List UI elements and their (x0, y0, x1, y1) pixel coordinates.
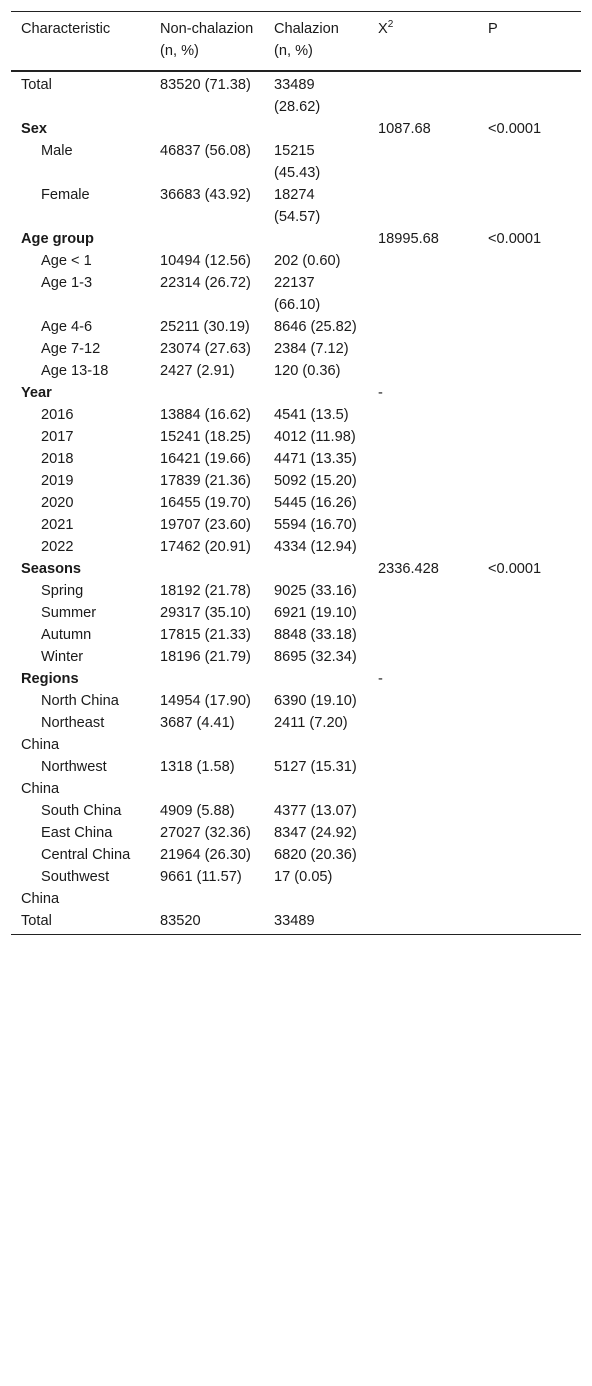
chi-superscript: 2 (387, 19, 394, 31)
characteristics-table (11, 11, 581, 935)
non-chalazion-cell (150, 382, 264, 404)
chalazion-cell: 202 (0.60) (274, 253, 341, 269)
table-row (11, 426, 581, 448)
row-label: Age 13-18 (41, 363, 109, 379)
chi-square-cell (368, 580, 478, 602)
chalazion-cell: 4377 (13.07) (274, 803, 357, 819)
group-header-row (11, 118, 581, 140)
chi-square-cell (368, 140, 478, 184)
non-chalazion-cell: 9661 (11.57) (160, 869, 242, 885)
p-value-cell (478, 404, 581, 426)
table-row (11, 250, 581, 272)
row-label: Male (41, 143, 73, 159)
row-label: 2022 (41, 539, 74, 555)
table-row (11, 272, 581, 316)
chalazion-cell: 5092 (15.20) (274, 473, 357, 489)
table-row (11, 404, 581, 426)
non-chalazion-cell: 15241 (18.25) (160, 429, 251, 445)
non-chalazion-cell (150, 558, 264, 580)
row-label: Spring (41, 583, 84, 599)
chi-square-cell (368, 338, 478, 360)
chalazion-cell: 8646 (25.82) (274, 319, 357, 335)
header-chalazion: Chalazion (n, %) (274, 21, 339, 59)
chalazion-cell: 120 (0.36) (274, 363, 341, 379)
chi-square-cell (368, 426, 478, 448)
p-value-cell (478, 360, 581, 382)
chalazion-cell: 33489 (274, 913, 315, 929)
table-row (11, 624, 581, 646)
chalazion-cell: 4334 (12.94) (274, 539, 357, 555)
non-chalazion-cell: 17462 (20.91) (160, 539, 251, 555)
chi-square-cell (368, 800, 478, 822)
p-value-cell (478, 272, 581, 316)
table-row (11, 580, 581, 602)
group-header-row (11, 558, 581, 580)
chi-square-cell (368, 316, 478, 338)
chi-square-cell (368, 71, 478, 118)
characteristics-table-container (11, 11, 581, 935)
non-chalazion-cell: 1318 (1.58) (160, 759, 235, 775)
p-value-cell (478, 712, 581, 756)
chi-square-cell: 2336.428 (378, 561, 439, 577)
table-row (11, 514, 581, 536)
table-row (11, 184, 581, 228)
chalazion-cell (264, 558, 368, 580)
non-chalazion-cell: 36683 (43.92) (160, 187, 251, 203)
header-non-chalazion: Non-chalazion (n, %) (160, 21, 254, 59)
p-value-cell (478, 624, 581, 646)
table-row (11, 338, 581, 360)
chalazion-cell: 2411 (7.20) (274, 715, 348, 731)
chi-base: X (378, 21, 388, 37)
row-label: 2016 (41, 407, 74, 423)
chalazion-cell: 6921 (19.10) (274, 605, 357, 621)
p-value-cell: <0.0001 (488, 231, 542, 247)
chalazion-cell: 8695 (32.34) (274, 649, 357, 665)
chalazion-cell: 5127 (15.31) (274, 759, 357, 775)
chalazion-cell (264, 118, 368, 140)
row-label: North China (41, 693, 119, 709)
non-chalazion-cell: 17815 (21.33) (160, 627, 251, 643)
table-row (11, 536, 581, 558)
non-chalazion-cell: 46837 (56.08) (160, 143, 251, 159)
chi-square-cell (368, 272, 478, 316)
p-value-cell (478, 338, 581, 360)
non-chalazion-cell: 27027 (32.36) (160, 825, 251, 841)
chalazion-cell: 2384 (7.12) (274, 341, 349, 357)
row-label: 2018 (41, 451, 74, 467)
table-row (11, 470, 581, 492)
chalazion-cell: 15215 (45.43) (274, 143, 321, 181)
table-row (11, 448, 581, 470)
row-label: Age < 1 (41, 253, 92, 269)
p-value-cell (478, 866, 581, 910)
row-label: Female (41, 187, 90, 203)
row-label: Total (21, 913, 52, 929)
table-header (11, 12, 581, 72)
chalazion-cell: 4471 (13.35) (274, 451, 357, 467)
row-label: Southwest China (21, 869, 110, 907)
non-chalazion-cell: 23074 (27.63) (160, 341, 251, 357)
p-value-cell (478, 646, 581, 668)
non-chalazion-cell: 83520 (160, 913, 201, 929)
non-chalazion-cell (150, 228, 264, 250)
p-value-cell (478, 822, 581, 844)
group-header-row (11, 228, 581, 250)
table-row (11, 140, 581, 184)
non-chalazion-cell: 14954 (17.90) (160, 693, 251, 709)
table-row (11, 822, 581, 844)
non-chalazion-cell: 16455 (19.70) (160, 495, 251, 511)
chi-square-cell (368, 690, 478, 712)
p-value-cell (478, 470, 581, 492)
chi-square-cell (368, 360, 478, 382)
chi-square-cell (368, 756, 478, 800)
table-row (11, 910, 581, 935)
chalazion-cell: 6820 (20.36) (274, 847, 357, 863)
non-chalazion-cell: 17839 (21.36) (160, 473, 251, 489)
non-chalazion-cell: 3687 (4.41) (160, 715, 235, 731)
chalazion-cell (264, 228, 368, 250)
table-row (11, 602, 581, 624)
chi-square-cell (368, 514, 478, 536)
p-value-cell (478, 602, 581, 624)
p-value-cell (478, 140, 581, 184)
chi-square-cell (368, 536, 478, 558)
chalazion-cell: 9025 (33.16) (274, 583, 357, 599)
p-value-cell (478, 536, 581, 558)
p-value-cell (478, 756, 581, 800)
chi-square-cell: 18995.68 (378, 231, 439, 247)
chi-square-cell (368, 866, 478, 910)
p-value-cell (478, 426, 581, 448)
row-label: Autumn (41, 627, 92, 643)
non-chalazion-cell: 29317 (35.10) (160, 605, 251, 621)
row-label: Central China (41, 847, 131, 863)
header-chi-square (368, 12, 478, 72)
table-body (11, 71, 581, 935)
table-row (11, 712, 581, 756)
row-label: Regions (21, 671, 79, 687)
table-row (11, 756, 581, 800)
non-chalazion-cell: 21964 (26.30) (160, 847, 251, 863)
row-label: Northeast China (21, 715, 105, 753)
chi-square-cell: - (378, 385, 383, 401)
non-chalazion-cell: 18196 (21.79) (160, 649, 251, 665)
p-value-cell (478, 844, 581, 866)
chi-square-cell: 1087.68 (378, 121, 431, 137)
group-header-row (11, 668, 581, 690)
non-chalazion-cell: 18192 (21.78) (160, 583, 251, 599)
p-value-cell (478, 250, 581, 272)
p-value-cell (478, 184, 581, 228)
p-value-cell (478, 800, 581, 822)
p-value-cell (478, 514, 581, 536)
non-chalazion-cell (150, 668, 264, 690)
p-value-cell (478, 448, 581, 470)
non-chalazion-cell (150, 118, 264, 140)
chalazion-cell: 8848 (33.18) (274, 627, 357, 643)
row-label: 2017 (41, 429, 74, 445)
p-value-cell (478, 382, 581, 404)
chi-square-cell (368, 470, 478, 492)
p-value-cell: <0.0001 (488, 121, 542, 137)
row-label: Summer (41, 605, 97, 621)
table-row (11, 866, 581, 910)
table-row (11, 316, 581, 338)
table-row (11, 71, 581, 118)
non-chalazion-cell: 83520 (71.38) (160, 77, 251, 93)
chi-square-cell (368, 250, 478, 272)
chalazion-cell (264, 382, 368, 404)
p-value-cell (478, 71, 581, 118)
chalazion-cell: 8347 (24.92) (274, 825, 357, 841)
p-value-cell (478, 910, 581, 935)
table-row (11, 646, 581, 668)
chi-square-cell (368, 448, 478, 470)
p-value-cell (478, 668, 581, 690)
chalazion-cell: 17 (0.05) (274, 869, 333, 885)
chi-square-cell (368, 184, 478, 228)
chalazion-cell: 5594 (16.70) (274, 517, 357, 533)
header-p-value: P (488, 21, 498, 37)
header-row (11, 12, 581, 72)
row-label: East China (41, 825, 113, 841)
chalazion-cell: 4012 (11.98) (274, 429, 356, 445)
table-row (11, 492, 581, 514)
header-characteristic: Characteristic (21, 21, 111, 37)
chalazion-cell: 22137 (66.10) (274, 275, 321, 313)
non-chalazion-cell: 16421 (19.66) (160, 451, 251, 467)
row-label: 2021 (41, 517, 74, 533)
chalazion-cell: 6390 (19.10) (274, 693, 357, 709)
row-label: 2020 (41, 495, 74, 511)
p-value-cell (478, 580, 581, 602)
p-value-cell (478, 690, 581, 712)
chi-square-cell (368, 492, 478, 514)
row-label: Northwest China (21, 759, 107, 797)
row-label: Age 7-12 (41, 341, 101, 357)
table-row (11, 690, 581, 712)
chi-square-cell (368, 844, 478, 866)
non-chalazion-cell: 13884 (16.62) (160, 407, 251, 423)
non-chalazion-cell: 25211 (30.19) (160, 319, 250, 335)
chi-square-cell: - (378, 671, 383, 687)
non-chalazion-cell: 4909 (5.88) (160, 803, 235, 819)
chi-square-cell (368, 910, 478, 935)
non-chalazion-cell: 19707 (23.60) (160, 517, 251, 533)
p-value-cell (478, 316, 581, 338)
chalazion-cell: 33489 (28.62) (274, 77, 321, 115)
chalazion-cell (264, 668, 368, 690)
chi-square-cell (368, 822, 478, 844)
row-label: Total (21, 77, 52, 93)
chi-square-cell (368, 602, 478, 624)
row-label: Winter (41, 649, 84, 665)
chi-square-cell (368, 624, 478, 646)
row-label: Year (21, 385, 52, 401)
chalazion-cell: 5445 (16.26) (274, 495, 357, 511)
row-label: Age 1-3 (41, 275, 93, 291)
row-label: Sex (21, 121, 47, 137)
chalazion-cell: 4541 (13.5) (274, 407, 349, 423)
row-label: Seasons (21, 561, 82, 577)
row-label: Age 4-6 (41, 319, 93, 335)
p-value-cell: <0.0001 (488, 561, 542, 577)
non-chalazion-cell: 22314 (26.72) (160, 275, 251, 291)
non-chalazion-cell: 2427 (2.91) (160, 363, 235, 379)
chalazion-cell: 18274 (54.57) (274, 187, 321, 225)
row-label: South China (41, 803, 122, 819)
table-row (11, 800, 581, 822)
p-value-cell (478, 492, 581, 514)
table-row (11, 360, 581, 382)
chi-square-cell (368, 646, 478, 668)
group-header-row (11, 382, 581, 404)
chi-square-cell (368, 404, 478, 426)
row-label: Age group (21, 231, 94, 247)
chi-square-cell (368, 712, 478, 756)
table-row (11, 844, 581, 866)
non-chalazion-cell: 10494 (12.56) (160, 253, 251, 269)
row-label: 2019 (41, 473, 74, 489)
